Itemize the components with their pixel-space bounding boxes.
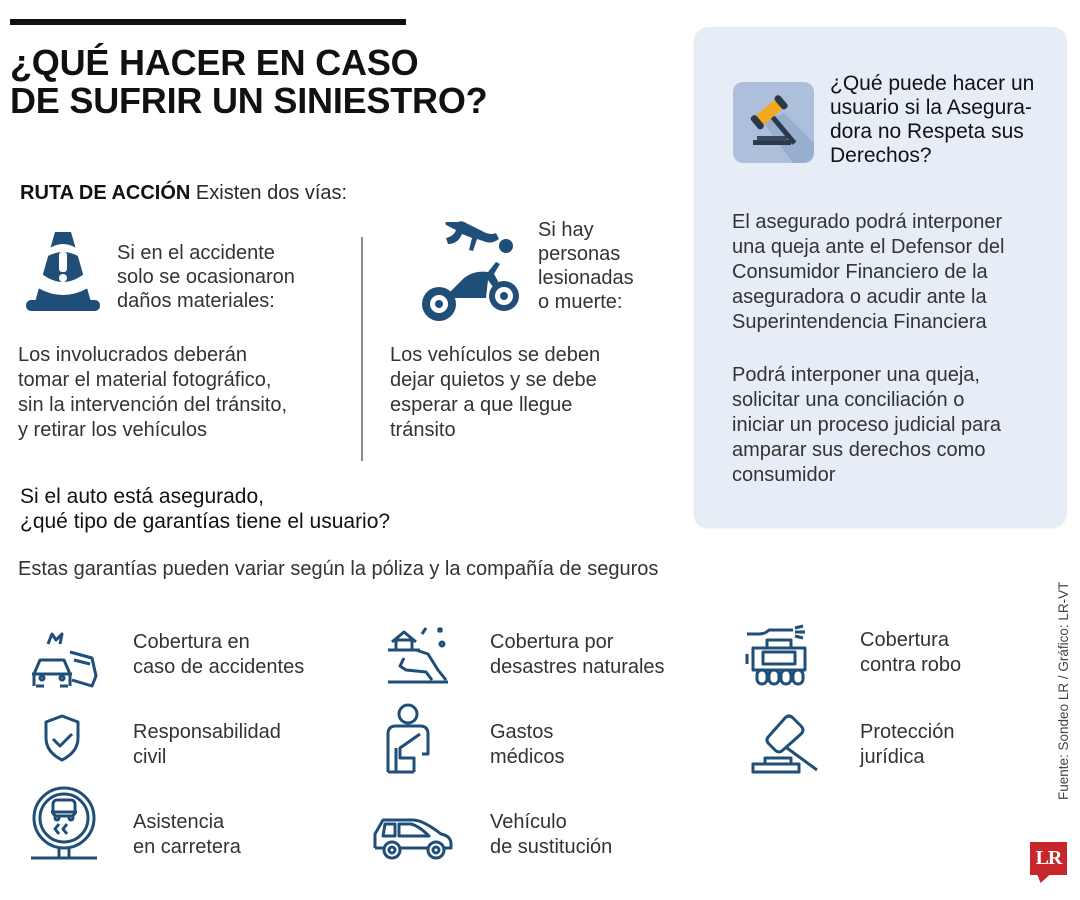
- traffic-cone-warning-icon: [24, 228, 102, 314]
- car-crash-icon: [28, 630, 100, 690]
- sidebar-title-line: Derechos?: [830, 144, 932, 167]
- feature-label-line1: Asistencia: [133, 811, 225, 833]
- case1-action-line: sin la intervención del tránsito,: [18, 394, 288, 416]
- car-icon: [371, 814, 455, 860]
- guarantees-question: [20, 484, 390, 534]
- feature-label: [133, 720, 281, 770]
- feature-label-line1: Cobertura por: [490, 631, 614, 653]
- sidebar-text-line: Superintendencia Financiera: [732, 311, 987, 333]
- sidebar-text-line: Consumidor Financiero de la: [732, 261, 988, 283]
- feature-label-line2: contra robo: [860, 654, 962, 676]
- sidebar-title: [830, 72, 1060, 168]
- case2-action-line: tránsito: [390, 419, 456, 441]
- feature-label: [860, 628, 961, 678]
- title-rule: [10, 19, 406, 25]
- feature-label: [133, 810, 241, 860]
- sidebar-text-line: amparar sus derechos como: [732, 439, 986, 461]
- shield-check-icon: [42, 713, 82, 763]
- case2-condition: [538, 218, 634, 314]
- engine-theft-icon: [745, 622, 811, 688]
- feature-label-line2: civil: [133, 746, 167, 768]
- case1-action-line: tomar el material fotográfico,: [18, 369, 272, 391]
- sidebar-paragraph-2: [732, 363, 1052, 488]
- sidebar-text-line: El asegurado podrá interponer: [732, 211, 1003, 233]
- case2-action: [390, 343, 600, 443]
- feature-label-line1: Gastos: [490, 721, 554, 743]
- feature-label-line1: Protección: [860, 721, 955, 743]
- sidebar-paragraph-1: [732, 210, 1052, 335]
- road-sign-assistance-icon: [27, 784, 101, 862]
- gavel-icon: [733, 82, 814, 163]
- feature-label-line2: médicos: [490, 746, 565, 768]
- case1-condition: [117, 241, 295, 313]
- sidebar-title-line: ¿Qué puede hacer un: [830, 72, 1035, 95]
- route-heading-bold: RUTA DE ACCIÓN: [20, 182, 191, 204]
- case2-condition-line: o muerte:: [538, 291, 623, 313]
- feature-label-line2: de sustitución: [490, 836, 613, 858]
- feature-label-line1: Cobertura: [860, 629, 949, 651]
- sidebar-text-line: consumidor: [732, 464, 836, 486]
- case1-condition-line: solo se ocasionaron: [117, 266, 295, 288]
- feature-label-line1: Responsabilidad: [133, 721, 281, 743]
- feature-label-line2: desastres naturales: [490, 656, 665, 678]
- feature-label-line2: caso de accidentes: [133, 656, 305, 678]
- source-credit: Fuente: Sondeo LR / Gráfico: LR-VT: [1056, 581, 1071, 800]
- page-title-line2: DE SUFRIR UN SINIESTRO?: [10, 80, 488, 121]
- sidebar-title-line: usuario si la Asegura-: [830, 96, 1032, 119]
- case1-condition-line: daños materiales:: [117, 290, 275, 312]
- motorcycle-accident-icon: [414, 216, 524, 324]
- case1-action-line: Los involucrados deberán: [18, 344, 248, 366]
- case2-action-line: Los vehículos se deben: [390, 344, 601, 366]
- case2-action-line: dejar quietos y se debe: [390, 369, 597, 391]
- case1-action-line: y retirar los vehículos: [18, 419, 207, 441]
- sidebar-text-line: iniciar un proceso judicial para: [732, 414, 1002, 436]
- injured-person-icon: [384, 702, 432, 776]
- guarantees-note: Estas garantías pueden variar según la póliza y la compañía de seguros: [18, 558, 659, 580]
- route-divider: [361, 237, 363, 461]
- route-heading: [20, 182, 347, 205]
- feature-label: [133, 630, 304, 680]
- feature-label-line2: jurídica: [860, 746, 925, 768]
- feature-label: [860, 720, 955, 770]
- case1-action: [18, 343, 287, 443]
- sidebar-text-line: aseguradora o acudir ante la: [732, 286, 987, 308]
- sidebar-title-line: dora no Respeta sus: [830, 120, 1024, 143]
- lr-logo-tail: [1035, 875, 1050, 883]
- guarantees-question-line: ¿qué tipo de garantías tiene el usuario?: [20, 510, 391, 533]
- case1-condition-line: Si en el accidente: [117, 242, 275, 264]
- case2-action-line: esperar a que llegue: [390, 394, 573, 416]
- feature-label-line1: Vehículo: [490, 811, 567, 833]
- guarantees-question-line: Si el auto está asegurado,: [20, 485, 265, 508]
- case2-condition-line: personas: [538, 243, 621, 265]
- case2-condition-line: lesionadas: [538, 267, 634, 289]
- page-title-line1: ¿QUÉ HACER EN CASO: [10, 42, 419, 83]
- case2-condition-line: Si hay: [538, 219, 594, 241]
- feature-label-line2: en carretera: [133, 836, 241, 858]
- sidebar-text-line: solicitar una conciliación o: [732, 389, 965, 411]
- gavel-icon: [751, 712, 821, 774]
- route-heading-rest: Existen dos vías:: [190, 182, 348, 204]
- sidebar-text-line: una queja ante el Defensor del: [732, 236, 1005, 258]
- page-title: [10, 44, 530, 120]
- feature-label: [490, 720, 564, 770]
- feature-label: [490, 810, 612, 860]
- lr-logo: LR: [1030, 842, 1067, 875]
- natural-disaster-icon: [386, 614, 458, 686]
- sidebar-text-line: Podrá interponer una queja,: [732, 364, 980, 386]
- feature-label: [490, 630, 665, 680]
- feature-label-line1: Cobertura en: [133, 631, 250, 653]
